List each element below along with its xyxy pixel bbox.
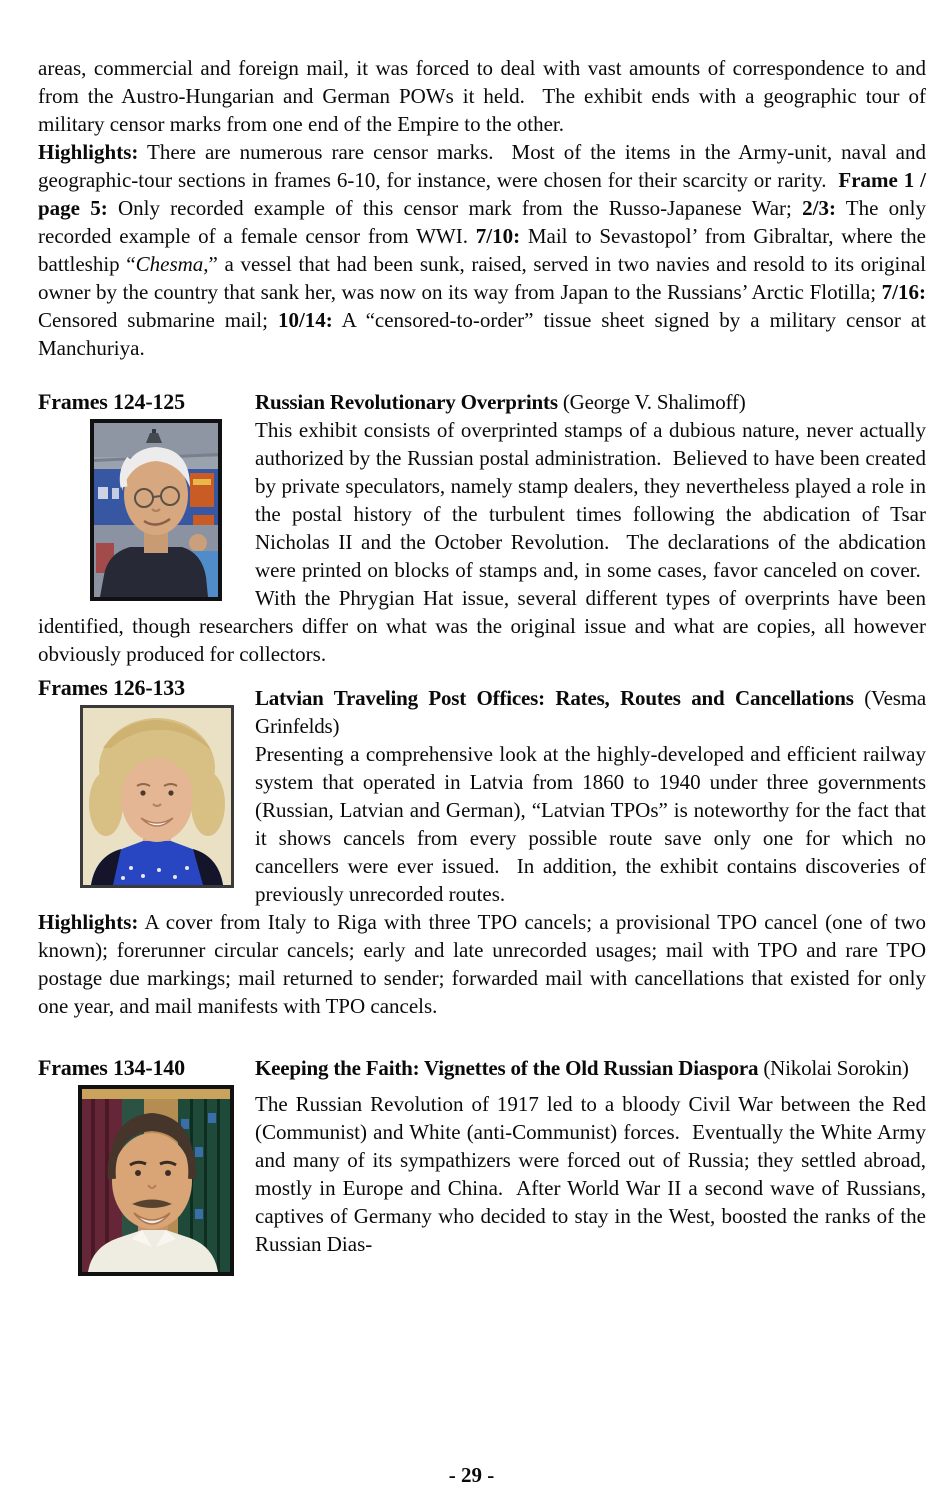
emphasis-text: Highlights: (38, 140, 139, 164)
blonde-woman-blue-sweater-photo (80, 705, 234, 888)
exhibit-section-russian-overprints (38, 388, 926, 668)
body-text: Censored submarine mail; (38, 308, 278, 332)
elderly-man-at-stamp-show-photo (90, 419, 222, 601)
exhibitor-photo-illustration (82, 1089, 230, 1272)
frames-column (38, 674, 255, 888)
body-text: Chesma (135, 252, 204, 276)
emphasis-text: 2/3: (802, 196, 836, 220)
body-text: The only recorded example of a female censor from WWI. (38, 196, 926, 248)
emphasis-text: 7/10: (475, 224, 521, 248)
body-text: There are numerous rare censor marks. Most of the items in the Army-unit, naval and geographic-tour sections in frames 6-10, for instance, were chosen for their scarcity or rarity. (38, 140, 926, 192)
emphasis-text: 10/14: (277, 308, 333, 332)
exhibit-section-russian-diaspora (38, 1054, 926, 1276)
frames-label: Frames 124-125 (38, 389, 185, 414)
page-number: - 29 - (448, 1463, 495, 1487)
exhibit-title-text: Russian Revolutionary Overprints (255, 390, 558, 414)
emphasis-text: Highlights: (38, 910, 139, 934)
body-text: A “censored-to-order” tissue sheet signed by a military censor at Manchuriya. (38, 308, 927, 360)
exhibitor-name: (Vesma Grinfelds) (255, 686, 926, 738)
exhibit-description: Presenting a comprehensive look at the highly-developed and efficient railway system that operated in Latvia from 1860 to 1940 under three governments (Russian, Latvian and German), “Latvian TPOs” is noteworthy for the fact that it shows cancels from every possible route save only one for which no cancellers were ever issued. In addition, the exhibit contains discoveries of previously unrecorded routes. (255, 742, 926, 906)
frames-column (38, 1054, 255, 1276)
body-text: ,” a vessel that had been sunk, raised, served in two navies and resold to its original owner by the country that sank her, was now on its way from Japan to the Russians’ Arctic Flotilla; (38, 252, 926, 304)
body-text: Mail to Sevastopol’ from Gibraltar, where the battleship “ (38, 224, 927, 276)
intro-paragraph: areas, commercial and foreign mail, it was forced to deal with vast amounts of correspondence to and from the Austro-Hungarian and German POWs it held. The exhibit ends with a geographic tour of military censor marks from one end of the Empire to the other. (38, 56, 926, 136)
emphasis-text: Frame 1 / page 5: (38, 168, 927, 220)
exhibitor-photo-illustration (94, 423, 218, 597)
exhibitor-name: (Nikolai Sorokin) (758, 1056, 909, 1080)
man-with-mustache-bookshelf-photo (78, 1085, 234, 1276)
frames-label: Frames 134-140 (38, 1055, 185, 1080)
exhibitor-photo-illustration (83, 708, 231, 885)
highlights-censor-paragraph (38, 138, 926, 362)
exhibit-title-text: Latvian Traveling Post Offices: Rates, Routes and Cancellations (255, 686, 854, 710)
exhibit-description: The Russian Revolution of 1917 led to a bloody Civil War between the Red (Communist) and White (anti-Communist) forces. Eventually the White Army and many of its sympathizers were forced out of Russia; they settled abroad, mostly in Europe and China. After World War II a second wave of Russians, captives of Germany who decided to stay in the West, boosted the ranks of the Russian Dias- (255, 1092, 926, 1256)
highlights-tpo-paragraph (38, 908, 926, 1020)
body-text: A cover from Italy to Riga with three TPO cancels; a provisional TPO cancel (one of two known); forerunner circular cancels; early and late unrecorded usages; mail with TPO and rare TPO postage due markings; mail returned to sender; forwarded mail with cancellations that existed for only one year, and mail manifests with TPO cancels. (38, 910, 926, 1018)
exhibit-description: This exhibit consists of overprinted stamps of a dubious nature, never actually authorized by the Russian postal administration. Believed to have been created by private speculators, namely stamp dealers, they nevertheless played a role in the postal history of the turbulent times following the abdication of Tsar Nicholas II and the October Revolution. The declarations of the abdication were printed on blocks of stamps and, in some cases, favor canceled on cover. With the Phrygian Hat issue, several different types of overprints have been identified, though researchers differ on what was the original issue and what are copies, all however obviously produced for collectors. (38, 418, 926, 666)
frames-label: Frames 126-133 (38, 675, 185, 700)
frames-column (38, 388, 255, 601)
exhibit-section-latvian-tpo (38, 674, 926, 908)
exhibit-title-text: Keeping the Faith: Vignettes of the Old Russian Diaspora (255, 1056, 759, 1080)
exhibitor-name: (George V. Shalimoff) (557, 390, 746, 414)
body-text: Only recorded example of this censor mark from the Russo-Japanese War; (107, 196, 803, 220)
emphasis-text: 7/16: (881, 280, 926, 304)
